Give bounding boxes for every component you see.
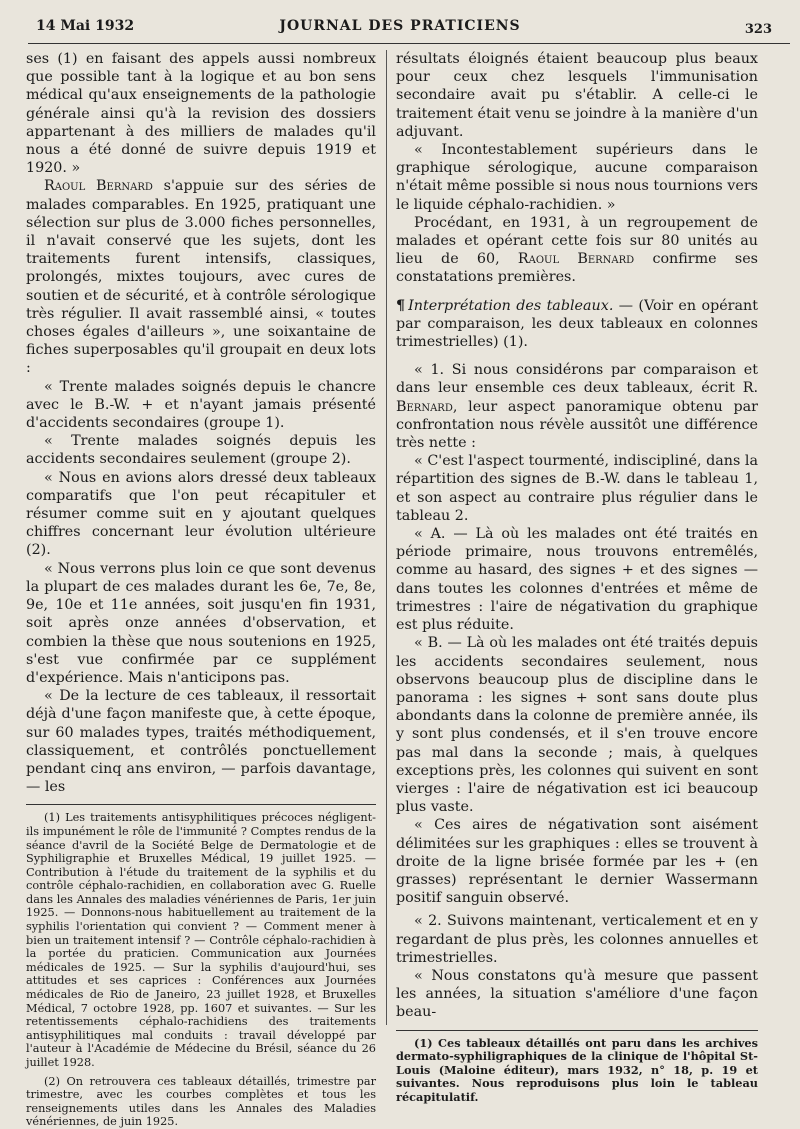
page-number: 323 (744, 22, 772, 37)
right-paragraph-4 (396, 361, 758, 452)
right-paragraph-6: « A. — Là où les malades ont été traités en période primaire, nous trouvons entremêlés, comme au hasard, des signes + et des signes — dans toutes les colonnes d'entrées et même de trimestres : l'aire de négativation du graphique est plus réduite. (396, 526, 758, 634)
right-paragraph-4-text-a: « 1. Si nous considérons par comparaison et dans leur ensemble ces deux tableaux, écrit (396, 362, 758, 397)
right-paragraph-5: « C'est l'aspect tourmenté, indiscipliné, dans la répartition des signes de B.-W. dans le tableau 1, et son aspect au contraire plus régulier dans le tableau 2. (396, 453, 758, 524)
header-rule (28, 43, 790, 44)
right-paragraph-8: « Ces aires de négativation sont aisément délimitées sur les graphiques : elles se trouvent à droite de la ligne brisée formée par les + (en grasses) représentant le dernier Wassermann positif sanguin observé. (396, 817, 758, 907)
header-date: 14 Mai 1932 (36, 18, 135, 34)
left-paragraph-4: « Trente malades soignés depuis les accidents secondaires seulement (groupe 2). (26, 433, 376, 468)
footnote-rule (396, 1030, 758, 1031)
right-paragraph-3-text-b: confirme ses constatations premières. (396, 251, 759, 286)
right-paragraph-1: résultats éloignés étaient beaucoup plus beaux pour ceux chez lesquels l'immunisation secondaire avait pu s'établir. A celle-ci le traitement était venu se joindre à la manière d'un adjuvant. (396, 51, 758, 140)
section-interpretation (396, 297, 758, 352)
section-intro: — (Voir en opérant par comparaison, les deux tableaux en colonnes trimestrielles) (1). (396, 297, 758, 351)
left-paragraph-3: « Trente malades soignés depuis le chancre avec le B.-W. + et n'ayant jamais présenté d'accidents secondaires (groupe 1). (26, 378, 376, 432)
section-title: Interprétation des tableaux. (408, 297, 614, 314)
right-body (396, 50, 758, 1022)
right-paragraph-3 (396, 214, 758, 287)
right-paragraph-9: « 2. Suivons maintenant, verticalement et en y regardant de plus près, les colonnes annuelles et trimestrielles. (396, 913, 758, 966)
left-paragraph-1: ses (1) en faisant des appels aussi nombreux que possible tant à la logique et au bon sens médical qu'aux enseignements de la pathologie générale ainsi qu'à la revision des dossiers appartenant à des milliers de malades qu'il nous a été donné de suivre depuis 1919 et 1920. » (26, 51, 376, 177)
section-mark: ¶ (396, 297, 406, 314)
right-paragraph-2: « Incontestablement supérieurs dans le graphique sérologique, aucune comparaison n'était même possible si nous nous tournions vers le liquide céphalo-rachidien. » (396, 142, 758, 213)
left-paragraph-2-text: s'appuie sur des séries de malades comparables. En 1925, pratiquant une sélection sur plus de 3.000 fiches personnelles, il n'avait conservé que les sujets, dont les traitements furent intensifs, classiques, prolongés, mixtes toujours, avec cures de soutien et de sécurité, et à contrôle sérologique très régulier. Il avait rassemblé ainsi, « toutes choses égales d'ailleurs », une soixantaine de fiches superposables qu'il groupait en deux lots : (26, 178, 376, 377)
left-paragraph-5: « Nous en avions alors dressé deux tableaux comparatifs que l'on peut récapituler et résumer comme suit en y ajoutant quelques chiffres concernant leur évolution ultérieure (2). (26, 469, 376, 559)
right-paragraph-7: « B. — Là où les malades ont été traités depuis les accidents secondaires seulement, nous observons beaucoup plus de discipline dans le panorama : les signes + sont sans doute plus abondants dans la colonne de première année, ils y sont plus condensés, et il s'en trouve encore pas mal dans la seconde ; mais, à quelques exceptions près, les colonnes qui suivent en sont vierges : l'aire de négativation est ici beaucoup plus vaste. (396, 635, 758, 816)
left-column (26, 50, 376, 1129)
right-paragraph-10: « Nous constatons qu'à mesure que passent les années, la situation s'améliore d'une façon beau- (396, 967, 758, 1021)
left-paragraph-7: « De la lecture de ces tableaux, il ressortait déjà d'une façon manifeste que, à cette époque, sur 60 malades types, traités méthodiquement, classiquement, et contrôlés ponctuellement pendant cinq ans environ, — parfois davantage, — les (26, 688, 376, 796)
author-name: Raoul Bernard (44, 178, 153, 195)
right-column (396, 50, 758, 1105)
column-divider (386, 50, 387, 1025)
left-footnotes (26, 811, 376, 1129)
right-footnotes (396, 1037, 758, 1105)
footnote-right-1: (1) Ces tableaux détaillés ont paru dans les archives dermato-syphiligraphiques de la clinique de l'hôpital St-Louis (Maloine éditeur), mars 1932, n° 18, p. 19 et suivantes. Nous reproduisons plus loin le tableau récapitulatif. (396, 1035, 758, 1104)
author-name: Raoul Bernard (517, 251, 635, 268)
left-body (26, 50, 376, 796)
footnote-1: (1) Les traitements antisyphilitiques précoces négligent-ils impunément le rôle de l'immunité ? Comptes rendus de la séance d'avril de la Société Belge de Dermatologie et de Syphiligraphie et Bruxelles Médical, 19 juillet 1925. — Contribution à l'étude du traitement de la syphilis et du contrôle céphalo-rachidien, en collaboration avec G. Ruelle dans les Annales des maladies vénériennes de Paris, 1er juin 1925. — Donnons-nous habituellement au traitement de la syphilis l'orientation qui convient ? — Comment mener à bien un traitement intensif ? — Contrôle céphalo-rachidien à la portée du praticien. Communication aux Journées médicales de 1925. — Sur la syphilis d'aujourd'hui, ses attitudes et ses caprices : Conférences aux Journées médicales de Rio de Janeiro, 23 juillet 1928, et Bruxelles Médical, 7 octobre 1928, pp. 1607 et suivantes. — Sur les retentissements céphalo-rachidiens des traitements antisyphilitiques mal conduits : travail développé par l'auteur à l'Académie de Médecine du Brésil, séance du 26 juillet 1928. (26, 811, 376, 1070)
journal-title: JOURNAL DES PRATICIENS (279, 18, 521, 34)
footnote-2: (2) On retrouvera ces tableaux détaillés, trimestre par trimestre, avec les courbes complètes et tous les renseignements utiles dans les Annales des Maladies vénériennes, de juin 1925. (26, 1074, 376, 1129)
footnote-rule (26, 804, 376, 805)
right-paragraph-4-text-b: , leur aspect panoramique obtenu par confrontation nous révèle aussitôt une différence très nette : (396, 398, 758, 452)
left-paragraph-6: « Nous verrons plus loin ce que sont devenus la plupart de ces malades durant les 6e, 7e, 8e, 9e, 10e et 11e années, soit jusqu'en fin 1931, soit après onze années d'observation, et combien la thèse que nous soutenions en 1925, s'est vue confirmée par ce supplément d'expérience. Mais n'anticipons pas. (26, 560, 376, 686)
author-name: R. Bernard (396, 380, 759, 415)
right-paragraph-3-text-a: Procédant, en 1931, à un regroupement de malades et opérant cette fois sur 80 unités au lieu de 60, (396, 214, 758, 268)
left-paragraph-2 (26, 177, 376, 377)
page-header (0, 0, 800, 44)
